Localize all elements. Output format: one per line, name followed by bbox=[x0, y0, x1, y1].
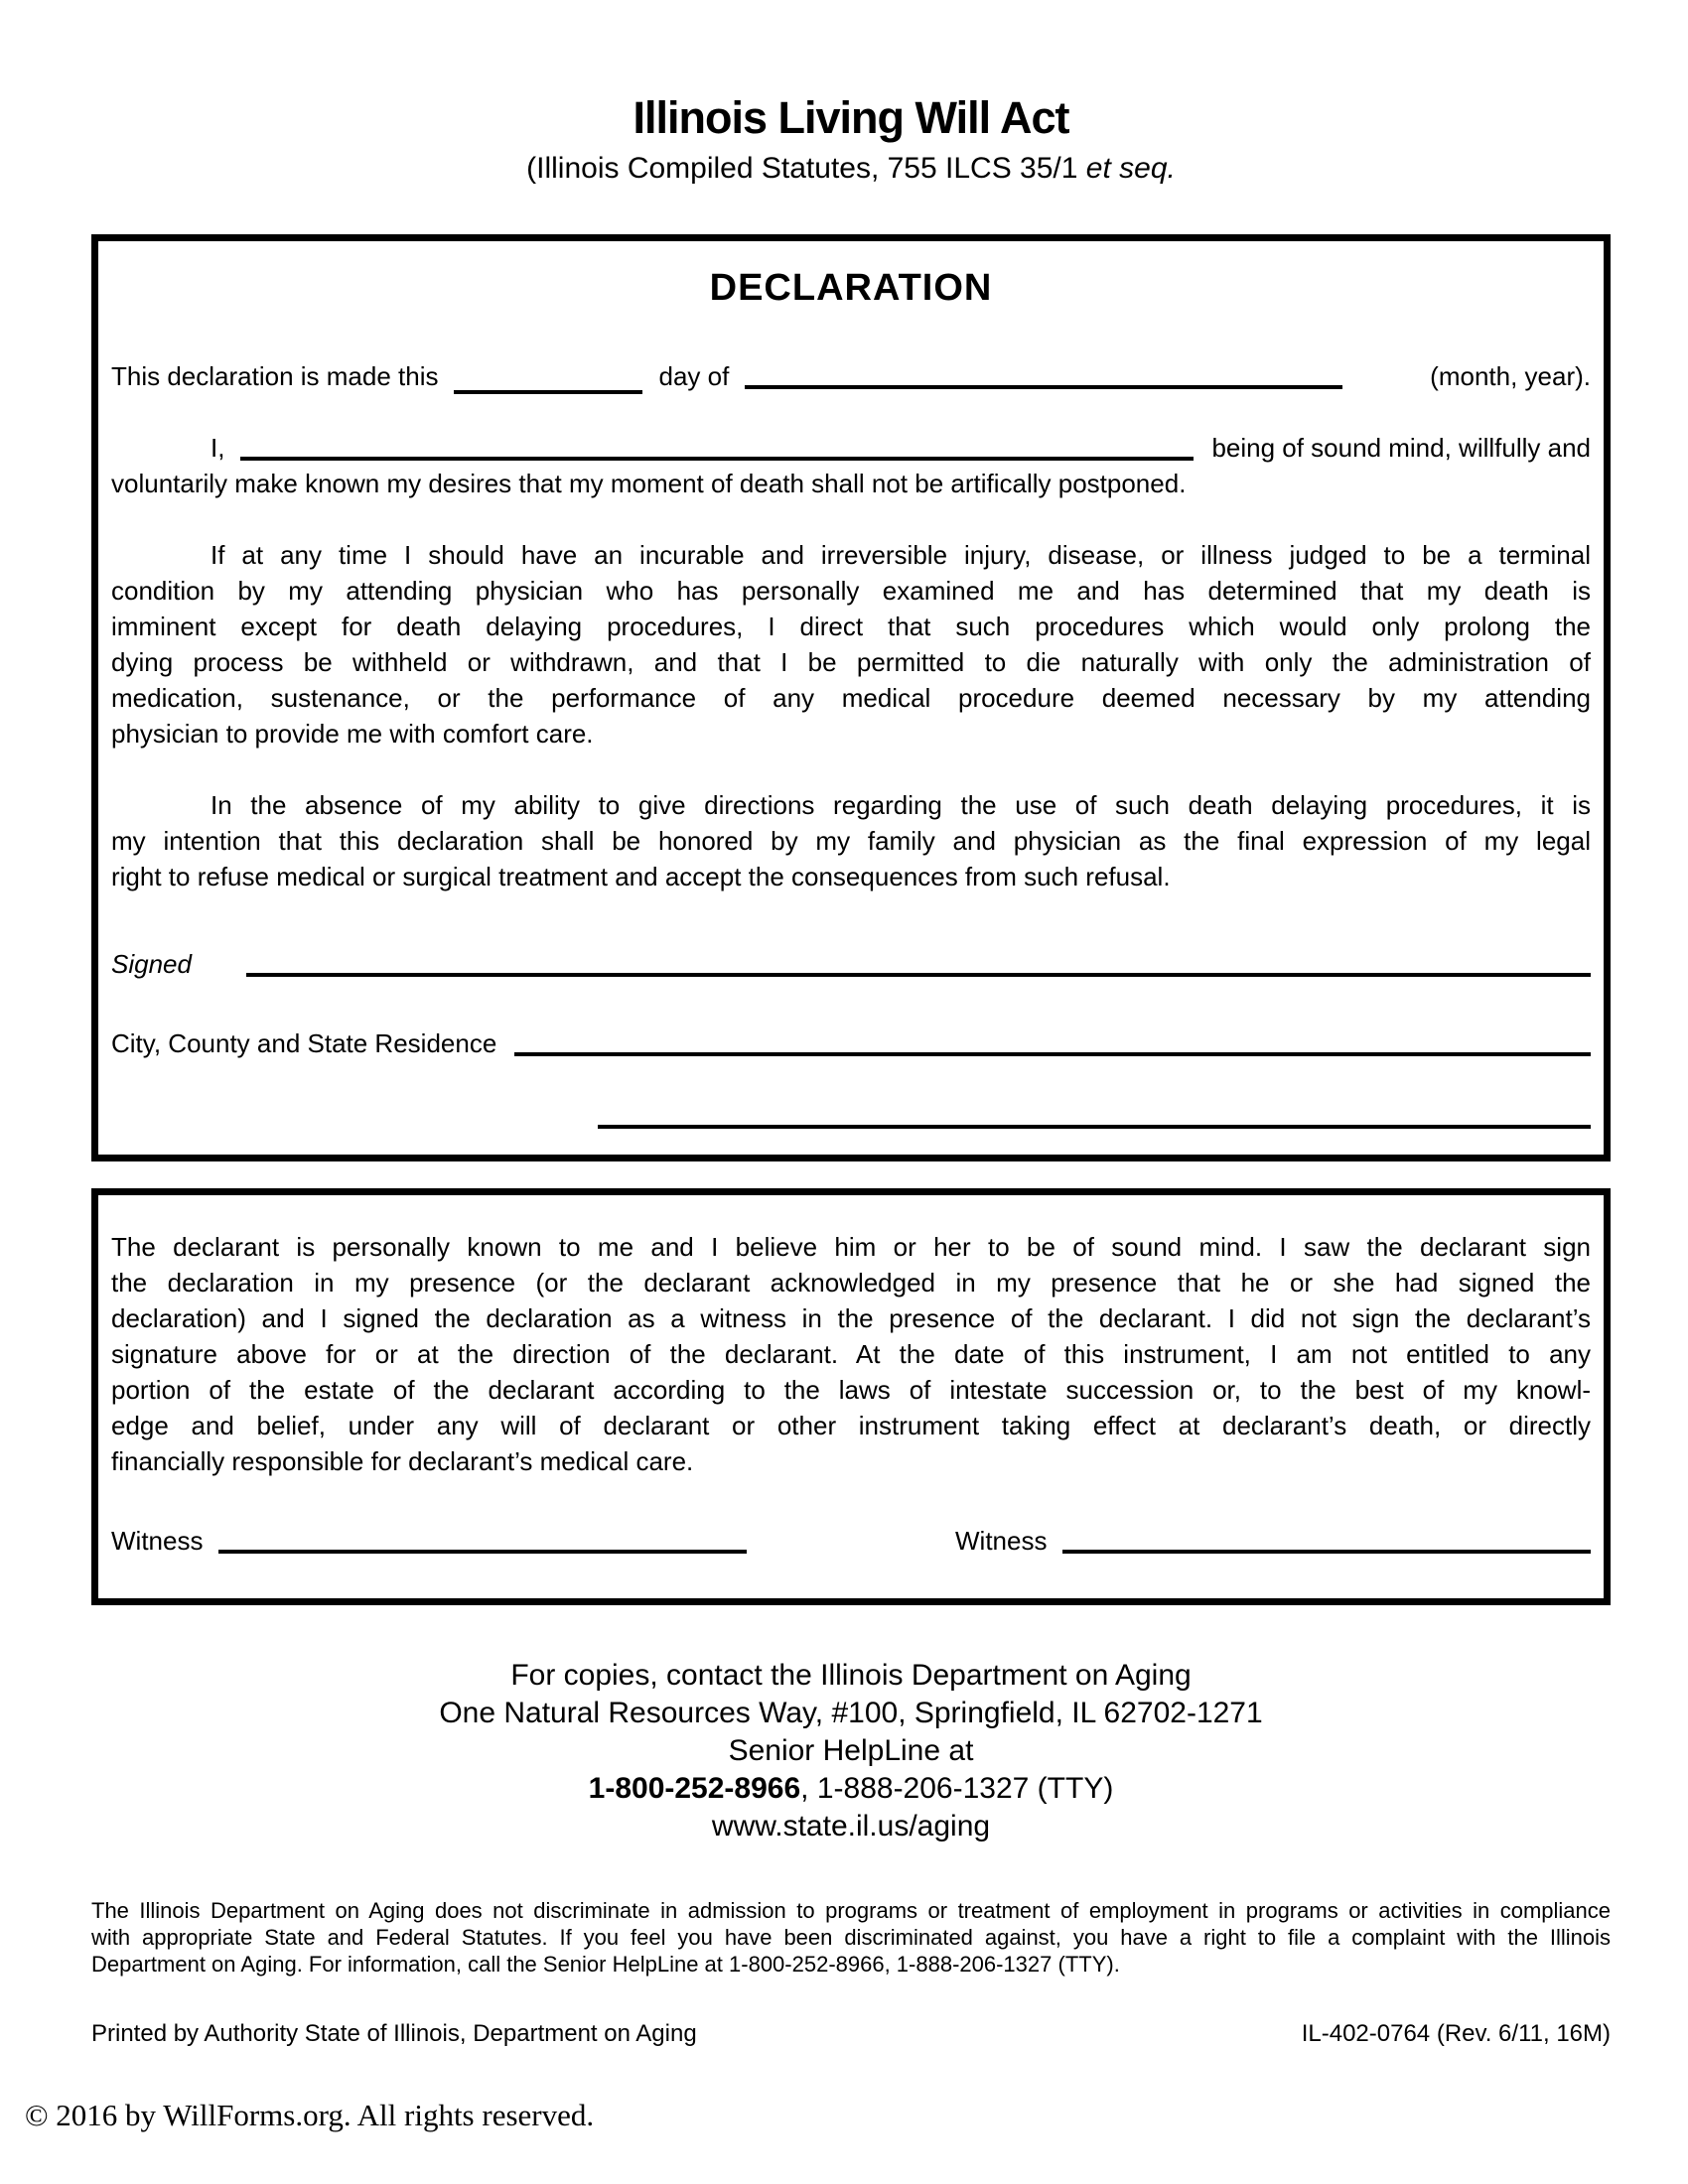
paragraph-line: signature above for or at the direction of the declarant. At the date of this instrument, I am not entitled to any bbox=[111, 1339, 1591, 1369]
paragraph-line: declaration) and I signed the declaration as a witness in the presence of the declarant. I did not sign the declarant’s bbox=[111, 1303, 1591, 1333]
date-line-suffix: (month, year). bbox=[1430, 361, 1591, 391]
paragraph-line: dying process be withheld or withdrawn, and that I be permitted to die naturally with only the administration of bbox=[111, 647, 1591, 677]
contact-website: www.state.il.us/aging bbox=[711, 1810, 991, 1843]
intro-paragraph bbox=[111, 430, 1591, 501]
footer-row bbox=[91, 2019, 1611, 2049]
paragraph-line: Department on Aging. For information, call the Senior HelpLine at 1-800-252-8966, 1-888-206-1327 (TTY). bbox=[91, 1952, 1120, 1977]
witness-2 bbox=[955, 1523, 1591, 1559]
paragraph-line: portion of the estate of the declarant according to the laws of intestate succession or, to the best of my knowl- bbox=[111, 1375, 1591, 1405]
contact-phone-line bbox=[91, 1770, 1611, 1808]
day-blank[interactable] bbox=[454, 390, 642, 394]
contact-address: One Natural Resources Way, #100, Springfield, IL 62702-1271 bbox=[439, 1697, 1263, 1729]
signed-line bbox=[111, 946, 1591, 982]
contact-line-1: For copies, contact the Illinois Department on Aging bbox=[510, 1659, 1192, 1692]
contact-info bbox=[91, 1657, 1611, 1845]
residence-blank[interactable] bbox=[514, 1052, 1591, 1056]
paragraph-line: right to refuse medical or surgical treatment and accept the consequences from such refusal. bbox=[111, 862, 1171, 891]
witness-1-label: Witness bbox=[111, 1526, 204, 1556]
witness-1 bbox=[111, 1523, 747, 1559]
witness-box bbox=[91, 1188, 1611, 1605]
declaration-heading: DECLARATION bbox=[709, 267, 993, 309]
intro-tail: being of sound mind, willfully and bbox=[1211, 433, 1591, 463]
date-line bbox=[111, 358, 1591, 394]
paragraph-line: medication, sustenance, or the performance of any medical procedure deemed necessary by my attending bbox=[111, 683, 1591, 713]
printed-by-authority: Printed by Authority State of Illinois, Department on Aging bbox=[91, 2020, 697, 2047]
paragraph-line: condition by my attending physician who has personally examined me and has determined that my death is bbox=[111, 576, 1591, 606]
paragraph-line: with appropriate State and Federal Statutes. If you feel you have been discriminated against, you have a right to file a complaint with the Illinois bbox=[91, 1925, 1611, 1950]
intro-lead: I, bbox=[211, 433, 225, 463]
witness-2-blank[interactable] bbox=[1062, 1550, 1591, 1554]
paragraph-line: In the absence of my ability to give directions regarding the use of such death delaying procedures, it is bbox=[211, 790, 1591, 820]
witness-paragraph bbox=[111, 1229, 1591, 1479]
residence-blank-2[interactable] bbox=[598, 1125, 1591, 1129]
signed-blank[interactable] bbox=[246, 973, 1591, 977]
page-subtitle bbox=[91, 151, 1611, 187]
phone-number-bold: 1-800-252-8966 bbox=[588, 1772, 801, 1805]
paragraph-line: financially responsible for declarant’s medical care. bbox=[111, 1446, 694, 1476]
subtitle-italic: et seq. bbox=[1085, 152, 1176, 185]
paragraph-line: If at any time I should have an incurable and irreversible injury, disease, or illness judged to be a terminal bbox=[211, 540, 1591, 570]
paragraph-line: The Illinois Department on Aging does not discriminate in admission to programs or treatment of employment in programs or activities in compliance bbox=[91, 1898, 1611, 1923]
subtitle-text: (Illinois Compiled Statutes, 755 ILCS 35/1 bbox=[526, 152, 1086, 185]
paragraph-line: the declaration in my presence (or the declarant acknowledged in my presence that he or she had signed the bbox=[111, 1268, 1591, 1297]
intro-line-1 bbox=[111, 430, 1591, 466]
signed-label: Signed bbox=[111, 949, 192, 979]
paragraph-line: edge and belief, under any will of declarant or other instrument taking effect at declarant’s death, or directly bbox=[111, 1411, 1591, 1440]
page-title: Illinois Living Will Act bbox=[633, 92, 1069, 143]
phone-number-tty: , 1-888-206-1327 (TTY) bbox=[800, 1772, 1114, 1805]
paragraph-line: The declarant is personally known to me and I believe him or her to be of sound mind. I saw the declarant sign bbox=[111, 1232, 1591, 1262]
terminal-condition-paragraph bbox=[111, 537, 1591, 751]
residence-line bbox=[111, 1025, 1591, 1061]
witness-2-label: Witness bbox=[955, 1526, 1048, 1556]
nondiscrimination-disclaimer bbox=[91, 1897, 1611, 1978]
date-line-prefix: This declaration is made this bbox=[111, 361, 439, 391]
month-year-blank[interactable] bbox=[745, 385, 1342, 389]
paragraph-line: my intention that this declaration shall be honored by my family and physician as the final expression of my legal bbox=[111, 826, 1591, 856]
declarant-name-blank[interactable] bbox=[240, 457, 1194, 461]
date-line-connector: day of bbox=[658, 361, 730, 391]
intro-line-2: voluntarily make known my desires that my moment of death shall not be artifically postponed. bbox=[111, 469, 1187, 498]
contact-helpline: Senior HelpLine at bbox=[728, 1734, 974, 1767]
witness-signature-row bbox=[111, 1523, 1591, 1559]
declaration-box bbox=[91, 234, 1611, 1161]
form-number: IL-402-0764 (Rev. 6/11, 16M) bbox=[1301, 2020, 1611, 2047]
witness-1-blank[interactable] bbox=[218, 1550, 747, 1554]
copyright-notice: © 2016 by WillForms.org. All rights reserved. bbox=[25, 2098, 595, 2132]
paragraph-line: physician to provide me with comfort care. bbox=[111, 719, 594, 749]
paragraph-line: imminent except for death delaying procedures, I direct that such procedures which would only prolong the bbox=[111, 612, 1591, 641]
absence-paragraph bbox=[111, 787, 1591, 894]
residence-label: City, County and State Residence bbox=[111, 1028, 497, 1058]
page bbox=[91, 0, 1611, 2049]
